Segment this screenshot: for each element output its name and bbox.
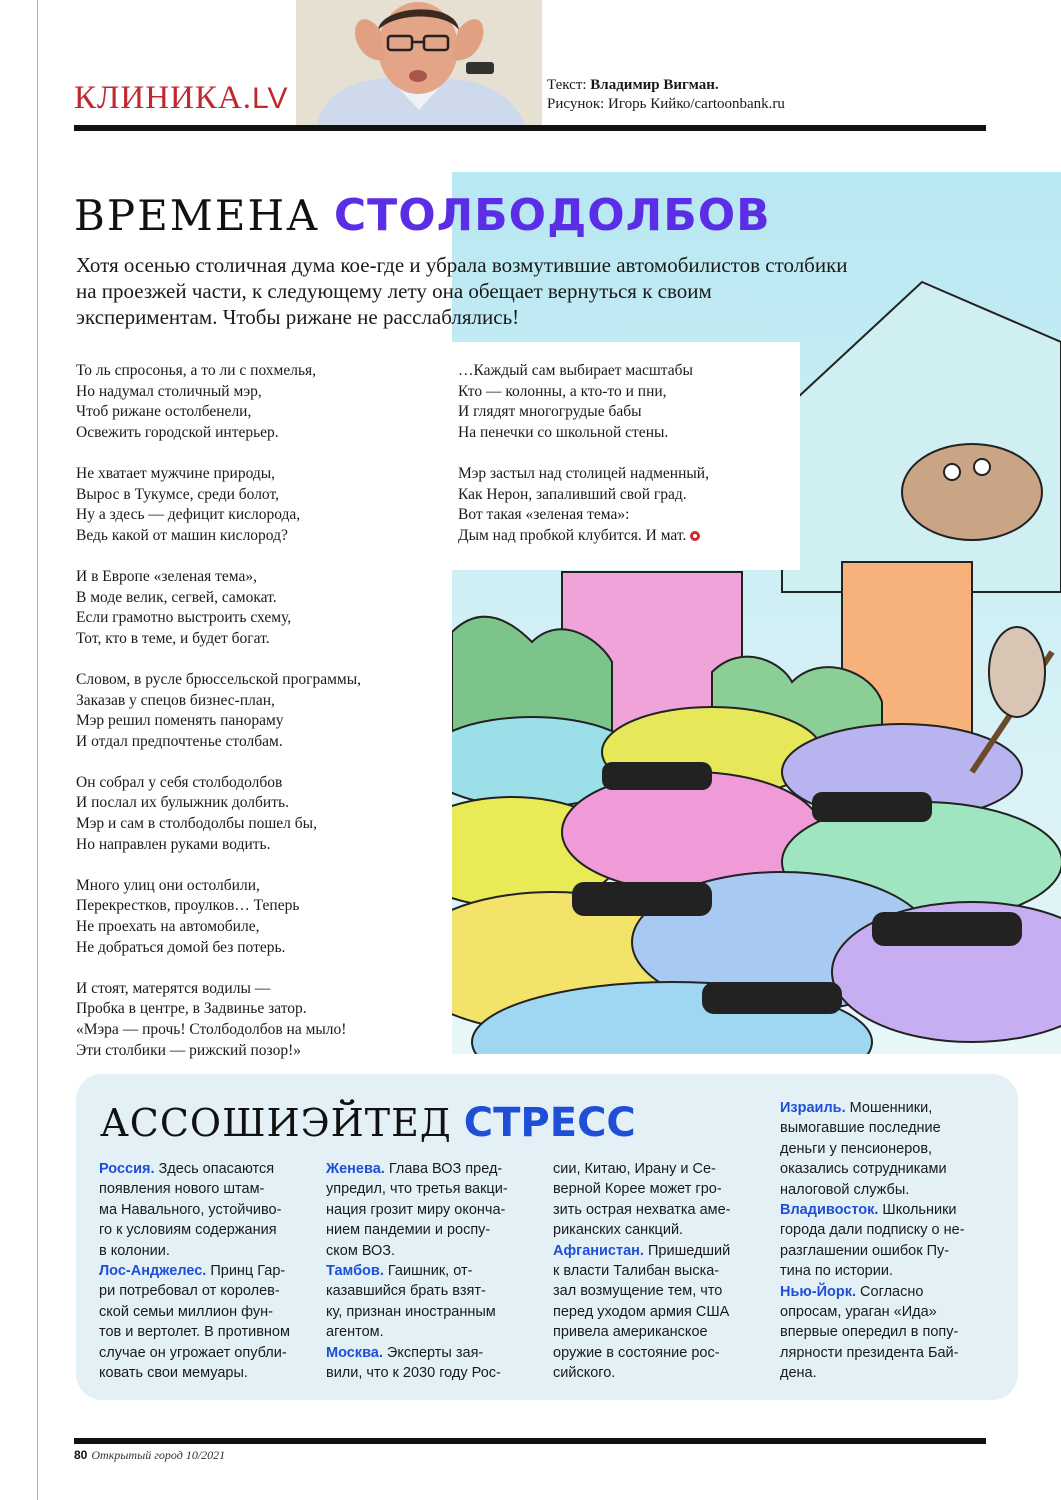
news-line xyxy=(780,1241,965,1261)
poem-line: Если грамотно выстроить схему, xyxy=(76,609,292,627)
poem-line: Вырос в Тукумсе, среди болот, xyxy=(76,485,279,503)
news-line xyxy=(326,1302,508,1322)
news-line xyxy=(99,1220,290,1240)
page-footer xyxy=(74,1448,225,1463)
news-text: появления нового штам- xyxy=(99,1181,265,1198)
poem-line: «Мэра — прочь! Столбодолбов на мыло! xyxy=(76,1021,347,1038)
news-line xyxy=(780,1118,965,1138)
page-margin-line xyxy=(37,0,38,1500)
news-line xyxy=(553,1241,731,1261)
news-line xyxy=(780,1098,965,1118)
poem-line: То ль спросонья, а то ли с похмелья, xyxy=(76,362,317,379)
news-text: оказались сотрудниками xyxy=(780,1161,947,1178)
news-line xyxy=(553,1322,731,1342)
poem-line: Много улиц они остолбили, xyxy=(76,876,260,894)
poem-line: Освежить городской интерьер. xyxy=(76,423,279,441)
poem-line: …Каждый сам выбирает масштабы xyxy=(458,362,693,379)
news-text: города дали подписку о не- xyxy=(780,1222,965,1239)
news-text: ской семьи миллион фун- xyxy=(99,1303,273,1320)
news-line xyxy=(780,1363,965,1383)
poem-stanza xyxy=(76,361,446,443)
news-text: тов и вертолет. В противном xyxy=(99,1324,290,1341)
poem-line: Но направлен руками водить. xyxy=(76,835,271,853)
news-text: тина по истории. xyxy=(780,1263,893,1280)
stress-title xyxy=(100,1100,636,1146)
news-line xyxy=(780,1302,965,1322)
poem-line: Мэр застыл над столицей надменный, xyxy=(458,464,709,482)
title-thin-part: ВРЕМЕНА xyxy=(74,191,320,240)
news-line xyxy=(780,1139,965,1159)
news-line xyxy=(326,1241,508,1261)
news-text: Глава ВОЗ пред- xyxy=(384,1161,503,1177)
news-text: сийского. xyxy=(553,1365,616,1382)
poem-line: Он собрал у себя столбодолбов xyxy=(76,773,283,791)
poem-stanza xyxy=(76,464,446,546)
poem-line: И в Европе «зеленая тема», xyxy=(76,567,258,585)
news-line xyxy=(99,1179,290,1199)
news-place-name: Афганистан. xyxy=(553,1242,644,1259)
news-text: верной Корее может гро- xyxy=(553,1181,722,1198)
news-text: деньги у пенсионеров, xyxy=(780,1140,933,1157)
poem-stanza xyxy=(458,464,798,546)
news-text: Согласно xyxy=(856,1283,924,1300)
news-text: лярности президента Бай- xyxy=(780,1344,959,1361)
news-line xyxy=(99,1261,290,1281)
poem-line: И глядят многогрудые бабы xyxy=(458,403,642,421)
news-text: риканских санкций. xyxy=(553,1222,684,1239)
news-text: вымогавшие последние xyxy=(780,1120,941,1137)
poem-line: Мэр и сам в столбодолбы пошел бы, xyxy=(76,815,317,833)
news-text: перед уходом армия США xyxy=(553,1303,730,1320)
news-line xyxy=(553,1159,731,1179)
news-line xyxy=(553,1179,731,1199)
page-number: 80 xyxy=(74,1448,88,1462)
news-place-name: Лос-Анджелес. xyxy=(99,1263,207,1280)
news-text: случае он угрожает опубли- xyxy=(99,1344,287,1361)
news-text: Эксперты зая- xyxy=(382,1344,484,1361)
text-credit: Текст: Владимир Вигман. xyxy=(547,77,719,93)
news-place-name: Женева. xyxy=(326,1161,385,1177)
poem-line: Перекрестков, проулков… Теперь xyxy=(76,897,300,915)
news-text: Школьники xyxy=(878,1202,957,1219)
news-line xyxy=(780,1180,965,1200)
news-text: Принц Гар- xyxy=(206,1263,286,1280)
news-line xyxy=(553,1281,731,1301)
news-text: ку, признан иностранным xyxy=(326,1303,496,1320)
poem-line: Ведь какой от машин кислород? xyxy=(76,526,288,544)
footer-rule xyxy=(74,1438,986,1444)
news-text: Гаишник, от- xyxy=(383,1263,473,1280)
poem-line: Ну а здесь — дефицит кислорода, xyxy=(76,506,301,524)
news-place-name: Россия. xyxy=(99,1161,155,1177)
poem-line: Пробка в центре, в Задвинье затор. xyxy=(76,1000,307,1018)
poem-stanza xyxy=(76,773,446,855)
poem-line: Заказав у спецов бизнес-план, xyxy=(76,691,275,709)
poem-line: Эти столбики — рижский позор!» xyxy=(76,1041,301,1059)
news-place-name: Владивосток. xyxy=(780,1202,879,1219)
poem-line: Мэр решил поменять панораму xyxy=(76,712,284,730)
news-text: Пришедший xyxy=(643,1242,731,1259)
poem-line: И послал их булыжник долбить. xyxy=(76,794,289,812)
news-line xyxy=(553,1343,731,1363)
news-line xyxy=(553,1220,731,1240)
news-place-name: Нью-Йорк. xyxy=(780,1283,857,1300)
news-text: ском ВОЗ. xyxy=(326,1242,396,1259)
news-line xyxy=(326,1159,508,1179)
poem-line: И отдал предпочтенье столбам. xyxy=(76,732,283,750)
news-line xyxy=(780,1282,965,1302)
poem-line: Словом, в русле брюссельской программы, xyxy=(76,670,361,688)
news-line xyxy=(780,1200,965,1220)
news-column-3 xyxy=(553,1159,731,1383)
news-line xyxy=(99,1200,290,1220)
poem-line: Не добраться домой без потерь. xyxy=(76,938,286,956)
news-line xyxy=(99,1343,290,1363)
news-line xyxy=(780,1220,965,1240)
article-title xyxy=(74,190,771,241)
news-line xyxy=(99,1302,290,1322)
poem-line: На пенечки со школьной стены. xyxy=(458,423,669,441)
news-line xyxy=(553,1261,731,1281)
poem-stanza xyxy=(76,876,446,958)
news-text: зал возмущение тем, что xyxy=(553,1283,723,1300)
news-line xyxy=(99,1322,290,1342)
news-text: агентом. xyxy=(326,1324,384,1341)
news-text: разглашении ошибок Пу- xyxy=(780,1242,950,1259)
news-text: в колонии. xyxy=(99,1242,170,1259)
news-line xyxy=(326,1200,508,1220)
news-line xyxy=(326,1343,508,1363)
poem-line: В моде велик, сегвей, самокат. xyxy=(76,588,277,606)
news-text: зить острая нехватка аме- xyxy=(553,1201,731,1218)
stress-title-bold: СТРЕСС xyxy=(463,1100,636,1146)
news-line xyxy=(99,1241,290,1261)
stress-title-thin: АССОШИЭЙТЕД xyxy=(100,1101,452,1145)
news-text: ри потребовал от королев- xyxy=(99,1283,280,1300)
news-text: казавшийся брать взят- xyxy=(326,1283,486,1300)
news-text: нием пандемии и роспу- xyxy=(326,1222,491,1239)
news-text: налоговой службы. xyxy=(780,1181,910,1198)
news-line xyxy=(780,1261,965,1281)
poem-line: Не хватает мужчине природы, xyxy=(76,464,276,482)
news-text: упредил, что третья вакци- xyxy=(326,1181,508,1198)
poem-line: Тот, кто в теме, и будет богат. xyxy=(76,629,270,647)
news-place-name: Израиль. xyxy=(780,1100,846,1116)
news-text: опросам, ураган «Ида» xyxy=(780,1304,937,1321)
end-of-article-icon xyxy=(690,531,700,541)
news-line xyxy=(780,1343,965,1363)
news-line xyxy=(780,1322,965,1342)
poem-stanza xyxy=(458,361,798,443)
news-line xyxy=(780,1159,965,1179)
poem-line: Но надумал столичный мэр, xyxy=(76,382,262,400)
news-line xyxy=(99,1363,290,1383)
news-text: оружие в состояние рос- xyxy=(553,1344,720,1361)
issue-label: Открытый город 10/2021 xyxy=(91,1448,226,1462)
author-photo xyxy=(296,0,542,126)
news-column-1 xyxy=(99,1159,290,1383)
poem-stanza xyxy=(76,670,446,752)
poem-right-column xyxy=(458,361,798,567)
news-text: сии, Китаю, Ирану и Се- xyxy=(553,1161,716,1177)
header-rule xyxy=(74,125,986,131)
poem-line: Вот такая «зеленая тема»: xyxy=(458,506,630,524)
news-line xyxy=(326,1220,508,1240)
news-line xyxy=(553,1302,731,1322)
title-bold-part: СТОЛБОДОЛБОВ xyxy=(333,190,771,241)
article-lead: Хотя осенью столичная дума кое-где и убрала возмутившие автомобилистов столбики на проезжей части, к следующему лету она обещает вернуться к своим экспериментам. Чтобы рижане не расслаблялись! xyxy=(76,253,848,329)
news-line xyxy=(553,1363,731,1383)
poem-line: Не проехать на автомобиле, xyxy=(76,918,260,936)
news-column-2 xyxy=(326,1159,508,1383)
poem-left-column xyxy=(76,361,446,1082)
rubric-logo: КЛИНИКА.LV xyxy=(74,80,289,116)
poem-stanza xyxy=(76,979,446,1061)
news-text: к власти Талибан выска- xyxy=(553,1263,720,1280)
news-text: вили, что к 2030 году Рос- xyxy=(326,1365,501,1382)
poem-line: Чтоб рижане остолбенели, xyxy=(76,403,252,421)
article-credits xyxy=(547,76,785,114)
news-place-name: Москва. xyxy=(326,1344,383,1361)
news-text: ма Навального, устойчиво- xyxy=(99,1201,282,1218)
news-column-4 xyxy=(780,1098,965,1384)
news-place-name: Тамбов. xyxy=(326,1263,384,1280)
news-text: Здесь опасаются xyxy=(154,1161,275,1177)
news-text: нация грозит миру оконча- xyxy=(326,1201,506,1218)
news-text: впервые опередил в попу- xyxy=(780,1324,959,1341)
news-line xyxy=(326,1281,508,1301)
poem-line: Дым над пробкой клубится. И мат. xyxy=(458,526,798,547)
poem-line: И стоят, матерятся водилы — xyxy=(76,979,271,997)
news-line xyxy=(553,1200,731,1220)
news-line xyxy=(326,1322,508,1342)
news-text: Мошенники, xyxy=(845,1100,933,1116)
news-text: го к условиям содержания xyxy=(99,1222,277,1239)
news-text: дена. xyxy=(780,1365,817,1382)
news-line xyxy=(326,1179,508,1199)
news-line xyxy=(326,1261,508,1281)
poem-line: Кто — колонны, а кто-то и пни, xyxy=(458,382,667,400)
poem-stanza xyxy=(76,567,446,649)
news-text: привела американское xyxy=(553,1324,708,1341)
news-line xyxy=(326,1363,508,1383)
news-line xyxy=(99,1281,290,1301)
news-line xyxy=(99,1159,290,1179)
news-text: ковать свои мемуары. xyxy=(99,1365,248,1382)
drawing-credit: Рисунок: Игорь Кийко/cartoonbank.ru xyxy=(547,96,785,112)
poem-line: Как Нерон, запаливший свой град. xyxy=(458,485,687,503)
